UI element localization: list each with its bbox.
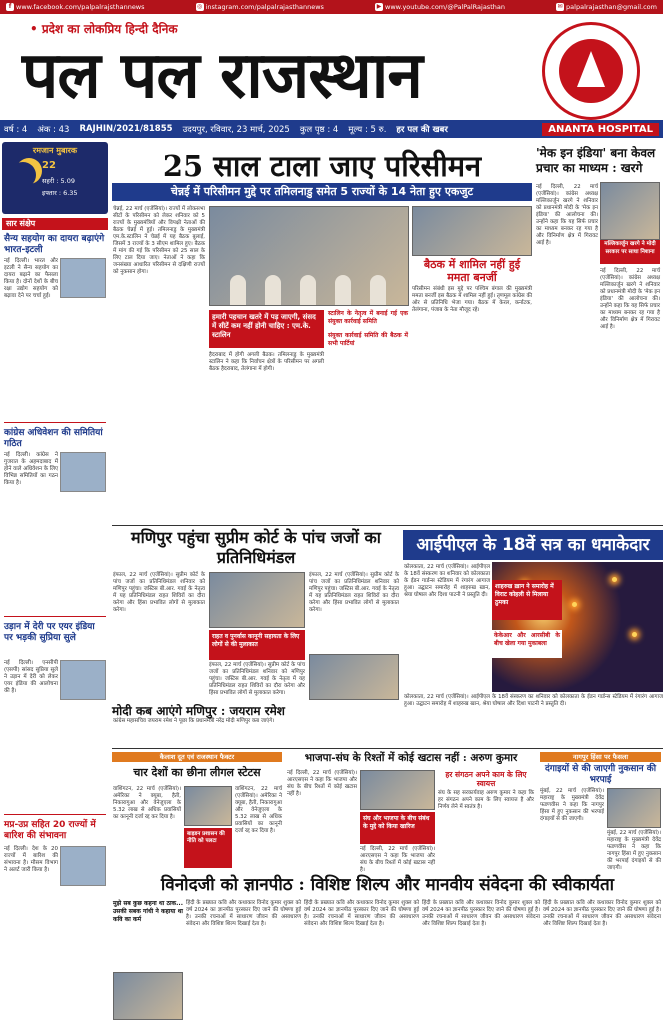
nagpur-body-2: मुंबई, 22 मार्च (एजेंसियां)। महाराष्ट्र के मुख्यमंत्री देवेंद्र फडणवीस ने कहा कि नागपुर हिंसा में हुए नुकसान की भरपाई दंगाइयों से की जाएगी। (607, 830, 661, 871)
bjp-body-2: नई दिल्ली, 22 मार्च (एजेंसियां)। आरएसएस ने कहा कि भाजपा और संघ के बीच रिश्तों में कोई खटास नहीं है। (360, 846, 435, 873)
brief-body-4: नई दिल्ली। देश के 20 राज्यों में बारिश की संभावना है। मौसम विभाग ने अलर्ट जारी किया है। (4, 846, 58, 873)
firework-spark (572, 602, 577, 607)
sangh-body: संघ के सह सरकार्यवाह अरुण कुमार ने कहा कि हर संगठन अपने काम के लिए स्वायत्त है और निर्णय लेने में स्वतंत्र है। (438, 790, 534, 810)
ipl-quote-2: केकेआर और आरसीबी के बीच खेला गया मुकाबला (492, 630, 562, 658)
masthead (0, 14, 663, 120)
makeinindia-body: नई दिल्ली, 22 मार्च (एजेंसियां)। कांग्रेस अध्यक्ष मल्लिकार्जुन खरगे ने शनिवार को प्रधानमंत्री मोदी के 'मेक इन इंडिया' की आलोचना की। उन्होंने कहा कि यह सिर्फ प्रचार का माध्यम बनकर रह गया है और विनिर्माण क्षेत्र में गिरावट आई है। (536, 184, 598, 246)
date: उदयपुर, रविवार, 23 मार्च, 2025 (182, 124, 290, 135)
hospital-logo (542, 22, 640, 120)
legal-headline[interactable]: चार देशों का छीना लीगल स्टेटस (112, 764, 282, 782)
mamta-body: परिसीमन संबंधी इस मुद्दे पर पश्चिम बंगाल की मुख्यमंत्री ममता बनर्जी इस बैठक में शामिल नहीं हुई। तृणमूल कांग्रेस की ओर से प्रतिनिधि भेजा गया। बैठक में केरल, कर्नाटक, तेलंगाना, पंजाब के नेता मौजूद रहे। (412, 286, 532, 313)
person-figure (335, 275, 351, 305)
divider (112, 525, 663, 526)
vinod-photo (113, 972, 183, 1020)
nagpur-banner: नागपुर हिंसा पर फैसला (540, 752, 661, 762)
youtube-icon: ▶ (376, 3, 382, 10)
sehri-time: 5.09 (60, 177, 76, 185)
divider (112, 748, 663, 749)
bjp-quote: संघ और भाजपा के बीच संबंध के मुद्दे को किया खारिज (360, 812, 435, 844)
person-figure (370, 275, 386, 305)
brief-body-1: नई दिल्ली। भारत और इटली ने सैन्य सहयोग का दायरा बढ़ाने का फैसला किया है। दोनों देशों के बीच रक्षा उद्योग सहयोग को बढ़ावा देने पर चर्चा हुई। (4, 258, 58, 299)
modi-manipur-body: कांग्रेस महासचिव जयराम रमेश ने पूछा कि प्रधानमंत्री नरेंद्र मोदी मणिपुर कब जाएंगे। (113, 718, 275, 724)
manipur-photo-1 (209, 572, 305, 628)
legal-photo (184, 786, 232, 826)
issue-info-bar (0, 120, 663, 138)
brief-body-2: नई दिल्ली। कांग्रेस ने गुजरात के अहमदाबाद में होने वाले अधिवेशन के लिए विभिन्न समितियों का गठन किया है। (4, 452, 58, 486)
iftar-label: इफ्तार (42, 189, 57, 197)
brief-body-3: नई दिल्ली। एनसीपी (एसपी) सांसद सुप्रिया सुले ने उड़ान में देरी को लेकर एयर इंडिया की आलोचना की है। (4, 660, 58, 694)
legal-quote: बाइडन प्रशासन की नीति को पलटा (184, 828, 232, 868)
lead-quote: हमारी पहचान खतरे में पड़ जाएगी, संसद में सीटें कम नहीं होनी चाहिए : एम.के. स्टालिन (209, 310, 324, 348)
person-figure (230, 275, 246, 305)
lead-point-2: संयुक्त कार्रवाई समिति की बैठक में सभी पार्टियां (328, 332, 408, 347)
vinod-body-3: हिंदी के प्रख्यात कवि और कथाकार विनोद कुमार शुक्ल को वर्ष 2024 का ज्ञानपीठ पुरस्कार दिए जाने की घोषणा हुई है। उनकी रचनाओं में साधारण जीवन की असाधारण संवेदना और विशिष्ट शिल्प दिखाई देता है। (422, 900, 540, 927)
bjp-photo (360, 770, 435, 810)
ramzan-box (2, 142, 108, 214)
newspaper-title: पल पल राजस्थान (22, 38, 422, 113)
mamta-headline[interactable]: बैठक में शामिल नहीं हुई ममता बनर्जी (423, 258, 521, 284)
person-figure (265, 275, 281, 305)
registration: RAJHIN/2021/81855 (79, 124, 173, 134)
facebook-link[interactable] (6, 3, 145, 11)
nagpur-body: मुंबई, 22 मार्च (एजेंसियां)। महाराष्ट्र के मुख्यमंत्री देवेंद्र फडणवीस ने कहा कि नागपुर हिंसा में हुए नुकसान की भरपाई दंगाइयों से की जाएगी। (540, 788, 604, 822)
ramzan-title: रमजान मुबारक (32, 146, 78, 155)
lead-points (328, 310, 408, 522)
left-column (0, 140, 110, 1024)
lead-body-2: हैदराबाद में होगी अगली बैठक। तमिलनाडु के मुख्यमंत्री स्टालिन ने कहा कि निर्वाचन क्षेत्रों के परिसीमन पर अगली बैठक हैदराबाद, तेलंगाना में होगी। (209, 352, 324, 372)
legal-body-2: वाशिंगटन, 22 मार्च (एजेंसियां)। अमेरिका ने क्यूबा, हैती, निकारागुआ और वेनेजुएला के 5.32 लाख से अधिक प्रवासियों का कानूनी दर्जा रद्द कर दिया है। (235, 786, 282, 834)
instagram-url: instagram.com/palpalrajasthannews (205, 3, 324, 11)
brief-headline-1[interactable]: सैन्य सहयोग का दायरा बढ़ाएंगे भारत-इटली (4, 234, 105, 255)
crescent-moon-icon (10, 162, 36, 188)
brief-headline-2[interactable]: कांग्रेस अधिवेशन की समितियां गठित (4, 428, 103, 449)
vinod-sidebox: मुझे सब कुछ कहना था ठाक... उसकी सबक गांधी ने कहाया था कवि का कर्म (113, 900, 183, 923)
kharge-photo (600, 182, 660, 240)
legal-body: वाशिंगटन, 22 मार्च (एजेंसियां)। अमेरिका ने क्यूबा, हैती, निकारागुआ और वेनेजुएला के 5.32 लाख से अधिक प्रवासियों का कानूनी दर्जा रद्द कर दिया है। (113, 786, 181, 820)
brief-divider (4, 422, 106, 423)
mail-icon: ✉ (557, 3, 563, 10)
vinod-body-2: हिंदी के प्रख्यात कवि और कथाकार विनोद कुमार शुक्ल को वर्ष 2024 का ज्ञानपीठ पुरस्कार दिए जाने की घोषणा हुई है। उनकी रचनाओं में साधारण जीवन की असाधारण संवेदना और विशिष्ट शिल्प दिखाई देता है। (304, 900, 419, 927)
iftar-time: 6.35 (63, 189, 78, 197)
bjp-headline[interactable]: भाजपा-संघ के रिश्तों में कोई खटास नहीं : अरुण कुमार (304, 752, 518, 764)
lead-body: चेन्नई, 22 मार्च (एजेंसियां)। राज्यों में लोकसभा सीटों के परिसीमन को लेकर शनिवार को 5 राज्यों के मुख्यमंत्रियों और विपक्षी नेताओं की बैठक चेन्नई में हुई। तमिलनाडु के मुख्यमंत्री एम.के.स्टालिन ने चेन्नई में यह बैठक बुलाई, जिसमें 3 राज्यों के 3 सीएम शामिल हुए। बैठक में मांग की गई कि परिसीमन को 25 साल के लिए टाल दिया जाए। नेताओं ने कहा कि जनसंख्या आधारित परिसीमन से दक्षिणी राज्यों को नुकसान होगा। (113, 206, 205, 275)
mamta-photo (412, 206, 532, 256)
makeinindia-headline[interactable]: 'मेक इन इंडिया' बना केवल प्रचार का माध्यम : खरगे (536, 146, 656, 175)
instagram-link[interactable] (196, 3, 324, 11)
ipl-headline[interactable]: आईपीएल के 18वें सत्र का धमाकेदार (403, 530, 663, 560)
sehri-label: सहरी (42, 177, 55, 185)
facebook-url: www.facebook.com/palpalrajsthannews (16, 3, 145, 11)
brief-divider (4, 814, 106, 815)
ipl-body-2: कोलकाता, 22 मार्च (एजेंसियां)। आईपीएल के 18वें संस्करण का शनिवार को कोलकाता के ईडन गार्डन्स स्टेडियम में रंगारंग आगाज हुआ। उद्घाटन समारोह में शाहरुख खान, श्रेया घोषाल और दिशा पाटनी ने प्रस्तुति दी। (404, 694, 663, 707)
price: मूल्य : 5 रु. (348, 124, 387, 135)
vinod-body-4: हिंदी के प्रख्यात कवि और कथाकार विनोद कुमार शुक्ल को वर्ष 2024 का ज्ञानपीठ पुरस्कार दिए जाने की घोषणा हुई है। उनकी रचनाओं में साधारण जीवन की असाधारण संवेदना और विशिष्ट शिल्प दिखाई देता है। (543, 900, 661, 927)
brief-photo-1 (60, 258, 106, 298)
nagpur-headline[interactable]: दंगाइयों से की जाएगी नुकसान की भरपाई (544, 764, 657, 785)
tagline: • प्रदेश का लोकप्रिय हिन्दी दैनिक (30, 22, 178, 36)
firework-spark (632, 632, 637, 637)
lead-point-1: स्टालिन के नेतृत्व में बनाई गई एक संयुक्त कार्रवाई समिति (328, 310, 408, 325)
jairam-photo (309, 654, 399, 700)
instagram-icon: ◎ (196, 3, 203, 10)
manipur-body-3: इंफाल, 22 मार्च (एजेंसियां)। सुप्रीम कोर्ट के पांच जजों का प्रतिनिधिमंडल शनिवार को मणिपुर पहुंचा। जस्टिस बी.आर. गवई के नेतृत्व में यह प्रतिनिधिमंडल राहत शिविरों का दौरा करेगा और हिंसा प्रभावित लोगों से मुलाकात करेगा। (309, 572, 399, 613)
brief-headline-4[interactable]: मप्र-उप्र सहित 20 राज्यों में बारिश की संभावना (4, 820, 96, 841)
email-address: palpalrajasthan@gmail.com (566, 3, 657, 11)
brief-photo-2 (60, 452, 106, 492)
vinod-body-1: हिंदी के प्रख्यात कवि और कथाकार विनोद कुमार शुक्ल को वर्ष 2024 का ज्ञानपीठ पुरस्कार दिए जाने की घोषणा हुई है। उनकी रचनाओं में साधारण जीवन की असाधारण संवेदना और विशिष्ट शिल्प दिखाई देता है। (186, 900, 301, 927)
manipur-quote: राहत व पुनर्वास कानूनी सहायता के लिए लोगों से की मुलाकात (209, 630, 305, 660)
ipl-body: कोलकाता, 22 मार्च (एजेंसियां)। आईपीएल के 18वें संस्करण का शनिवार को कोलकाता के ईडन गार्डन्स स्टेडियम में रंगारंग आगाज हुआ। उद्घाटन समारोह में शाहरुख खान, श्रेया घोषाल और दिशा पाटनी ने प्रस्तुति दी। (404, 564, 490, 692)
brief-photo-3 (60, 660, 106, 700)
modi-manipur-headline[interactable]: मोदी कब आएंगे मणिपुर : जयराम रमेश (112, 704, 285, 718)
brief-photo-4 (60, 846, 106, 886)
fadnavis-photo (607, 788, 661, 828)
email-link[interactable] (556, 3, 657, 11)
iftar-row: इफ्तार : 6.35 (42, 189, 78, 197)
manipur-headline[interactable]: मणिपुर पहुंचा सुप्रीम कोर्ट के पांच जजों का प्रतिनिधिमंडल (131, 528, 381, 567)
makeinindia-body-cont: नई दिल्ली, 22 मार्च (एजेंसियां)। कांग्रेस अध्यक्ष मल्लिकार्जुन खरगे ने शनिवार को प्रधानमंत्री मोदी के 'मेक इन इंडिया' की आलोचना की। उन्होंने कहा कि यह सिर्फ प्रचार का माध्यम बनकर रह गया है और विनिर्माण क्षेत्र में गिरावट आई है। (600, 268, 660, 330)
vinod-headline[interactable]: विनोदजी को ज्ञानपीठ : विशिष्ट शिल्प और मानवीय संवेदना की स्वीकार्यता (160, 875, 615, 895)
ipl-quote-1: शाहरुख ख़ान ने समारोह में विराट कोहली से मिलाया ठुमका (492, 580, 562, 620)
manipur-body-2: इंफाल, 22 मार्च (एजेंसियां)। सुप्रीम कोर्ट के पांच जजों का प्रतिनिधिमंडल शनिवार को मणिपुर पहुंचा। जस्टिस बी.आर. गवई के नेतृत्व में यह प्रतिनिधिमंडल राहत शिविरों का दौरा करेगा और हिंसा प्रभावित लोगों से मुलाकात करेगा। (209, 662, 305, 696)
section-banner: कैलाश दूत एवं राजस्थान फैक्टर (112, 752, 282, 762)
lead-subheadline: चेन्नई में परिसीमन मुद्दे पर तमिलनाडु समेत 5 राज्यों के 14 नेता हुए एकजुट (112, 183, 532, 201)
youtube-link[interactable] (375, 3, 505, 11)
firework-spark (612, 577, 617, 582)
sangh-headline[interactable]: हर संगठन अपने काम के लिए स्वायत्त (445, 770, 527, 788)
issue: अंक : 43 (37, 124, 70, 135)
ramzan-day: 22 (42, 160, 56, 171)
page-count: कुल पृष्ठ : 4 (299, 124, 339, 135)
slogan: हर पल की खबर (396, 124, 448, 135)
youtube-url: www.youtube.com/@PalPalRajasthan (385, 3, 505, 11)
person-figure (300, 275, 316, 305)
kharge-caption: मल्लिकार्जुन खरगे ने मोदी सरकार पर साधा निशाना (600, 240, 660, 264)
year: वर्ष : 4 (4, 124, 28, 135)
facebook-icon: f (6, 3, 14, 11)
bjp-body: नई दिल्ली, 22 मार्च (एजेंसियां)। आरएसएस ने कहा कि भाजपा और संघ के बीच रिश्तों में कोई खटास नहीं है। (287, 770, 357, 797)
sehri-row: सहरी : 5.09 (42, 177, 76, 185)
hospital-ad[interactable]: ANANTA HOSPITAL (542, 123, 659, 136)
brief-section-title: सार संक्षेप (2, 218, 108, 230)
lead-photo (209, 206, 409, 306)
brief-headline-3[interactable]: उड़ान में देरी पर एयर इंडिया पर भड़की सुप्रिया सुले (4, 622, 95, 643)
brief-divider (4, 616, 106, 617)
lead-headline[interactable]: 25 साल टाला जाए परिसीमन (162, 149, 482, 183)
manipur-body: इंफाल, 22 मार्च (एजेंसियां)। सुप्रीम कोर्ट के पांच जजों का प्रतिनिधिमंडल शनिवार को मणिपुर पहुंचा। जस्टिस बी.आर. गवई के नेतृत्व में यह प्रतिनिधिमंडल राहत शिविरों का दौरा करेगा और हिंसा प्रभावित लोगों से मुलाकात करेगा। (113, 572, 205, 613)
social-bar (0, 0, 663, 14)
logo-emblem-icon (559, 39, 623, 103)
